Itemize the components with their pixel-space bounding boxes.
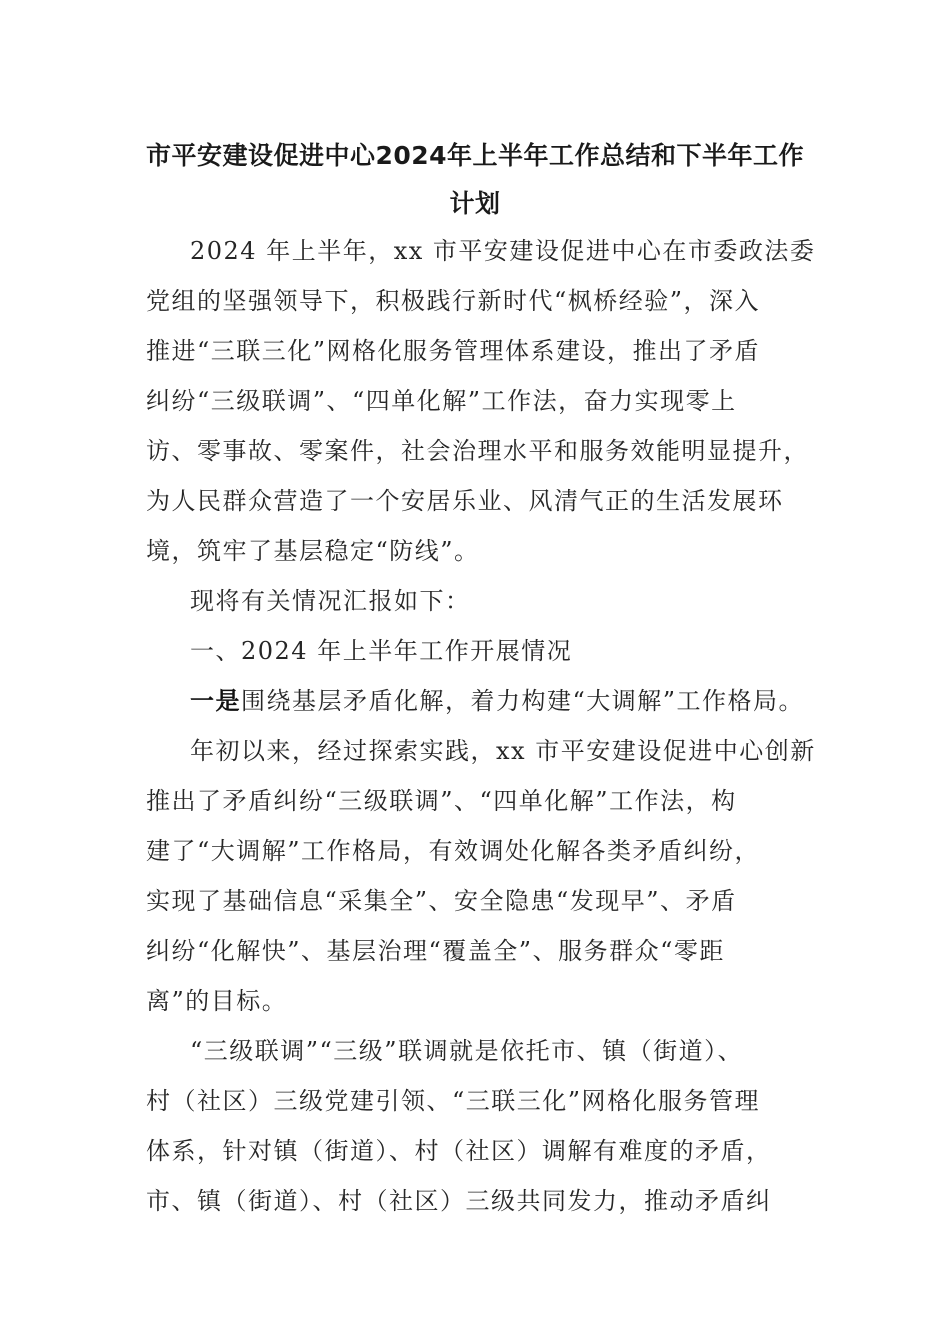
paragraph-line: 推出了矛盾纠纷“三级联调”、“四单化解”工作法，构 — [146, 787, 737, 815]
section-heading: 一、2024 年上半年工作开展情况 — [190, 637, 573, 665]
paragraph-line: 为人民群众营造了一个安居乐业、风清气正的生活发展环 — [146, 487, 784, 515]
subsection-text: 围绕基层矛盾化解，着力构建“大调解”工作格局。 — [241, 687, 805, 715]
paragraph-line: “三级联调”“三级”联调就是依托市、镇（街道）、 — [190, 1037, 744, 1065]
paragraph-line: 离”的目标。 — [146, 987, 288, 1015]
document-title-line-2: 计划 — [449, 189, 501, 218]
paragraph-line: 现将有关情况汇报如下： — [190, 587, 471, 615]
paragraph-line: 2024 年上半年，xx 市平安建设促进中心在市委政法委 — [190, 237, 816, 265]
paragraph-line: 实现了基础信息“采集全”、安全隐患“发现早”、矛盾 — [146, 887, 737, 915]
paragraph-line: 境，筑牢了基层稳定“防线”。 — [146, 537, 480, 565]
paragraph-line: 村（社区）三级党建引领、“三联三化”网格化服务管理 — [146, 1087, 761, 1115]
paragraph-line: 纠纷“化解快”、基层治理“覆盖全”、服务群众“零距 — [146, 937, 725, 965]
paragraph-line: 建了“大调解”工作格局，有效调处化解各类矛盾纠纷， — [146, 837, 761, 865]
paragraph-line: 访、零事故、零案件，社会治理水平和服务效能明显提升， — [146, 437, 809, 465]
paragraph-line: 体系，针对镇（街道）、村（社区）调解有难度的矛盾， — [146, 1137, 772, 1165]
paragraph-line: 纠纷“三级联调”、“四单化解”工作法，奋力实现零上 — [146, 387, 737, 415]
paragraph-line: 市、镇（街道）、村（社区）三级共同发力，推动矛盾纠 — [146, 1187, 772, 1215]
document-title-line-1: 市平安建设促进中心2024年上半年工作总结和下半年工作 — [145, 141, 805, 170]
paragraph-line: 党组的坚强领导下，积极践行新时代“枫桥经验”，深入 — [146, 287, 761, 315]
subsection-lead: 一是 — [190, 687, 241, 715]
subsection-heading — [190, 684, 804, 718]
paragraph-line: 年初以来，经过探索实践，xx 市平安建设促进中心创新 — [190, 737, 816, 765]
paragraph-line: 推进“三联三化”网格化服务管理体系建设，推出了矛盾 — [146, 337, 761, 365]
